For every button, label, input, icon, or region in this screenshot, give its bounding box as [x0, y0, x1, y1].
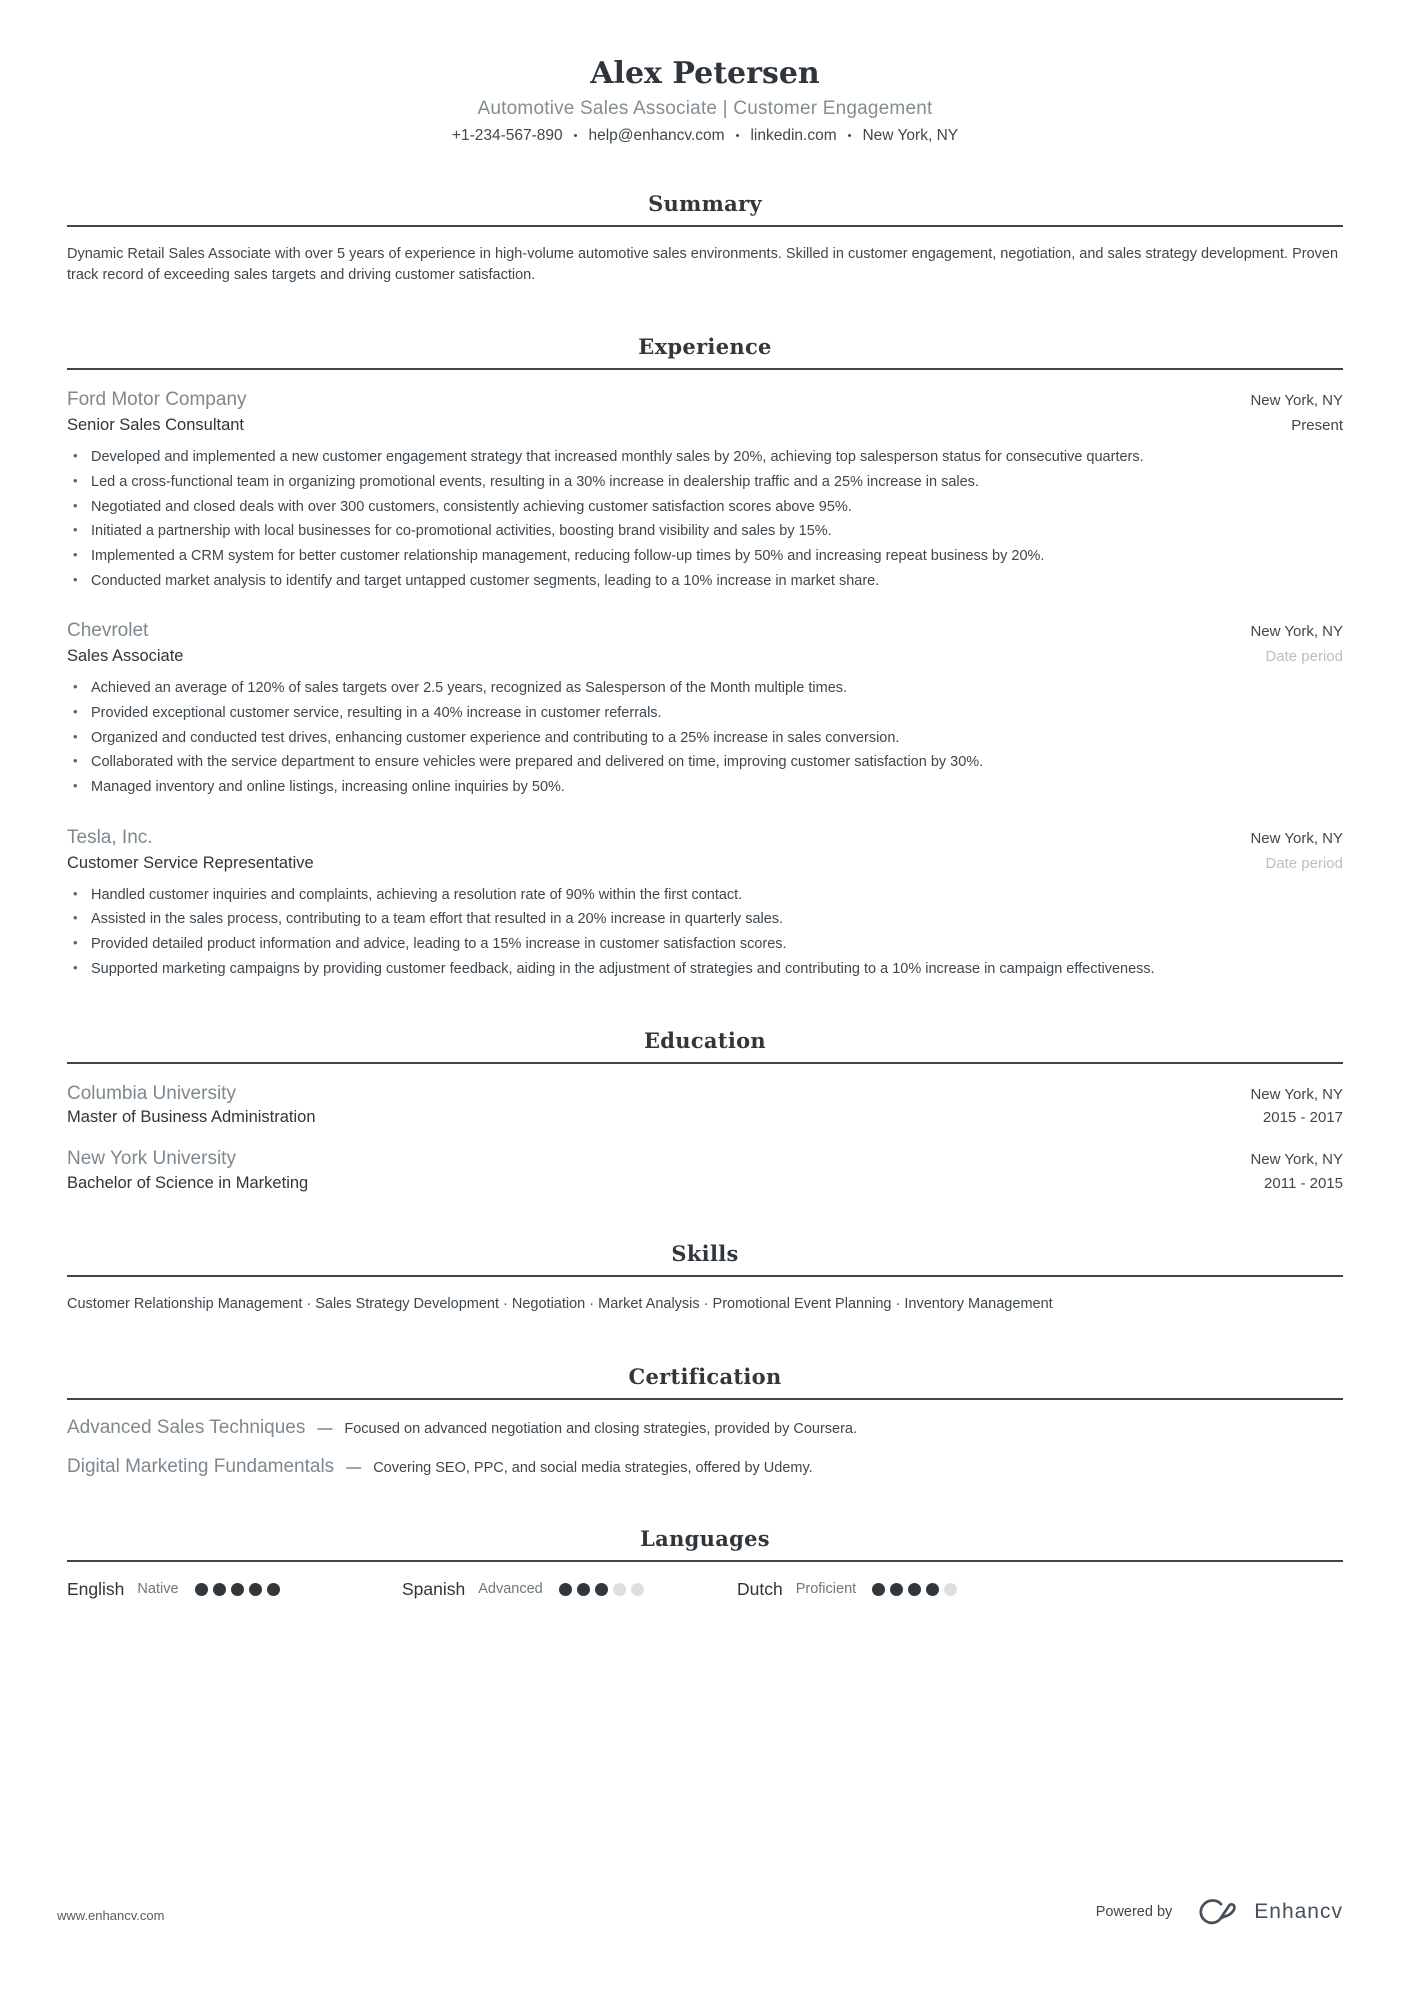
proficiency-dot-filled	[595, 1583, 608, 1596]
skills-list: Customer Relationship Management · Sales Strategy Development · Negotiation · Market Analysis · Promotional Event Planning · Inventory Management	[67, 1295, 1053, 1312]
proficiency-dot-empty	[631, 1583, 644, 1596]
section-divider	[67, 1560, 1343, 1562]
experience-bullet: • Negotiated and closed deals with over 300 customers, consistently achieving customer satisfaction scores above 95%.	[67, 497, 1343, 518]
experience-bullet: • Developed and implemented a new customer engagement strategy that increased monthly sales by 20%, achieving top salesperson status for consecutive quarters.	[67, 447, 1343, 468]
experience-entry	[67, 387, 1343, 591]
candidate-job-title: Automotive Sales Associate | Customer Engagement	[477, 98, 933, 119]
summary-section-title: Summary	[648, 191, 762, 216]
experience-bullet: • Conducted market analysis to identify and target untapped customer segments, leading to a 10% increase in market share.	[67, 571, 1343, 592]
certification-name: Advanced Sales Techniques	[67, 1416, 306, 1438]
certification-description: Covering SEO, PPC, and social media strategies, offered by Udemy.	[373, 1459, 813, 1476]
experience-bullet-list	[67, 447, 1343, 591]
language-entry	[67, 1579, 402, 1600]
language-name: Spanish	[402, 1578, 466, 1599]
contact-separator: •	[735, 130, 740, 142]
experience-bullet-list	[67, 885, 1343, 980]
job-role: Senior Sales Consultant	[67, 415, 245, 434]
company-location: New York, NY	[1250, 829, 1343, 847]
languages-grid	[67, 1579, 1343, 1600]
proficiency-dot-filled	[872, 1583, 885, 1596]
degree-name: Master of Business Administration	[67, 1108, 316, 1127]
job-period: Present	[1291, 416, 1343, 434]
education-entry	[67, 1146, 1343, 1193]
footer-site-link[interactable]: www.enhancv.com	[57, 1908, 165, 1923]
contact-row	[67, 127, 1343, 145]
section-certification	[67, 1364, 1343, 1478]
education-years: 2011 - 2015	[1264, 1174, 1343, 1192]
experience-bullet: • Led a cross-functional team in organizing promotional events, resulting in a 30% increase in dealership traffic and a 25% increase in sales.	[67, 472, 1343, 493]
experience-bullet: • Supported marketing campaigns by providing customer feedback, aiding in the adjustment of strategies and contributing to a 10% increase in campaign effectiveness.	[67, 959, 1343, 980]
experience-bullet: • Handled customer inquiries and complaints, achieving a resolution rate of 90% within the first contact.	[67, 885, 1343, 906]
certification-dash: —	[317, 1419, 333, 1437]
company-name: Chevrolet	[67, 620, 149, 642]
certification-name: Digital Marketing Fundamentals	[67, 1455, 335, 1477]
certification-entry	[67, 1456, 1343, 1478]
email-link[interactable]: help@enhancv.com	[588, 127, 725, 144]
section-divider	[67, 1398, 1343, 1400]
section-divider	[67, 1062, 1343, 1064]
language-level: Native	[137, 1581, 179, 1598]
section-experience	[67, 334, 1343, 979]
language-name: English	[67, 1578, 125, 1599]
experience-entry	[67, 825, 1343, 980]
resume-header	[67, 56, 1343, 145]
experience-bullet: • Assisted in the sales process, contributing to a team effort that resulted in a 20% increase in quarterly sales.	[67, 909, 1343, 930]
experience-bullet: • Provided detailed product information and advice, leading to a 15% increase in customer satisfaction scores.	[67, 934, 1343, 955]
experience-section-title: Experience	[638, 334, 772, 360]
school-location: New York, NY	[1250, 1085, 1343, 1103]
degree-name: Bachelor of Science in Marketing	[67, 1173, 309, 1192]
education-section-title: Education	[643, 1027, 766, 1053]
experience-bullet: • Provided exceptional customer service, resulting in a 40% increase in customer referrals.	[67, 703, 1343, 724]
certification-section-title: Certification	[628, 1363, 782, 1389]
school-location: New York, NY	[1250, 1151, 1343, 1169]
language-level: Advanced	[478, 1581, 543, 1598]
experience-bullet: • Implemented a CRM system for better customer relationship management, reducing follow-up times by 50% and increasing repeat business by 20%.	[67, 546, 1343, 567]
school-name: Columbia University	[67, 1082, 236, 1104]
company-name: Ford Motor Company	[67, 389, 247, 411]
experience-entry	[67, 618, 1343, 797]
experience-bullet: • Organized and conducted test drives, enhancing customer experience and contributing to a 25% increase in sales conversion.	[67, 728, 1343, 749]
proficiency-dot-filled	[908, 1583, 921, 1596]
experience-bullet: • Initiated a partnership with local businesses for co-promotional activities, boosting brand visibility and sales by 15%.	[67, 521, 1343, 542]
proficiency-dot-filled	[559, 1583, 572, 1596]
language-name: Dutch	[737, 1578, 783, 1599]
section-divider	[67, 225, 1343, 227]
company-name: Tesla, Inc.	[67, 826, 153, 848]
contact-separator: •	[573, 130, 578, 142]
language-level: Proficient	[795, 1581, 857, 1598]
language-proficiency-dots	[872, 1583, 957, 1596]
section-skills	[67, 1241, 1343, 1316]
enhancv-wordmark: Enhancv	[1254, 1900, 1343, 1923]
school-name: New York University	[67, 1148, 236, 1170]
section-summary	[67, 191, 1343, 286]
section-education	[67, 1028, 1343, 1193]
job-role: Customer Service Representative	[67, 853, 314, 872]
powered-by-label: Powered by	[1095, 1904, 1173, 1920]
proficiency-dot-filled	[926, 1583, 939, 1596]
experience-bullet-list	[67, 678, 1343, 798]
linkedin-link[interactable]: linkedin.com	[750, 127, 837, 144]
language-proficiency-dots	[559, 1583, 644, 1596]
section-divider	[67, 368, 1343, 370]
languages-section-title: Languages	[640, 1525, 770, 1551]
contact-separator: •	[847, 130, 852, 142]
language-proficiency-dots	[195, 1583, 280, 1596]
proficiency-dot-filled	[267, 1583, 280, 1596]
candidate-name: Alex Petersen	[590, 56, 820, 91]
job-period: Date period	[1265, 648, 1343, 666]
location-text: New York, NY	[862, 127, 959, 144]
certification-entry	[67, 1417, 1343, 1439]
skills-section-title: Skills	[671, 1240, 739, 1266]
certification-description: Focused on advanced negotiation and closing strategies, provided by Coursera.	[344, 1420, 858, 1437]
section-languages	[67, 1526, 1343, 1600]
enhancv-logo-icon	[1194, 1896, 1240, 1928]
footer-branding	[1096, 1896, 1343, 1928]
education-entry	[67, 1081, 1343, 1128]
job-role: Sales Associate	[67, 647, 184, 666]
company-location: New York, NY	[1250, 623, 1343, 641]
company-location: New York, NY	[1250, 392, 1343, 410]
language-entry	[402, 1579, 737, 1600]
experience-bullet: • Achieved an average of 120% of sales targets over 2.5 years, recognized as Salesperson of the Month multiple times.	[67, 678, 1343, 699]
proficiency-dot-filled	[890, 1583, 903, 1596]
proficiency-dot-filled	[195, 1583, 208, 1596]
summary-text: Dynamic Retail Sales Associate with over 5 years of experience in high-volume automotive sales environments. Skilled in customer engagement, negotiation, and sales strategy development. Proven track record of exceeding sales targets and driving customer satisfaction.	[67, 246, 1339, 284]
certification-dash: —	[346, 1458, 362, 1476]
proficiency-dot-filled	[249, 1583, 262, 1596]
language-entry	[737, 1579, 1072, 1600]
proficiency-dot-filled	[577, 1583, 590, 1596]
experience-bullet: • Collaborated with the service department to ensure vehicles were prepared and delivered on time, improving customer satisfaction by 30%.	[67, 752, 1343, 773]
proficiency-dot-empty	[613, 1583, 626, 1596]
experience-bullet: • Managed inventory and online listings, increasing online inquiries by 50%.	[67, 777, 1343, 798]
proficiency-dot-filled	[213, 1583, 226, 1596]
job-period: Date period	[1265, 854, 1343, 872]
section-divider	[67, 1275, 1343, 1277]
proficiency-dot-filled	[231, 1583, 244, 1596]
phone-number: +1-234-567-890	[451, 127, 563, 144]
education-years: 2015 - 2017	[1262, 1109, 1343, 1127]
proficiency-dot-empty	[944, 1583, 957, 1596]
